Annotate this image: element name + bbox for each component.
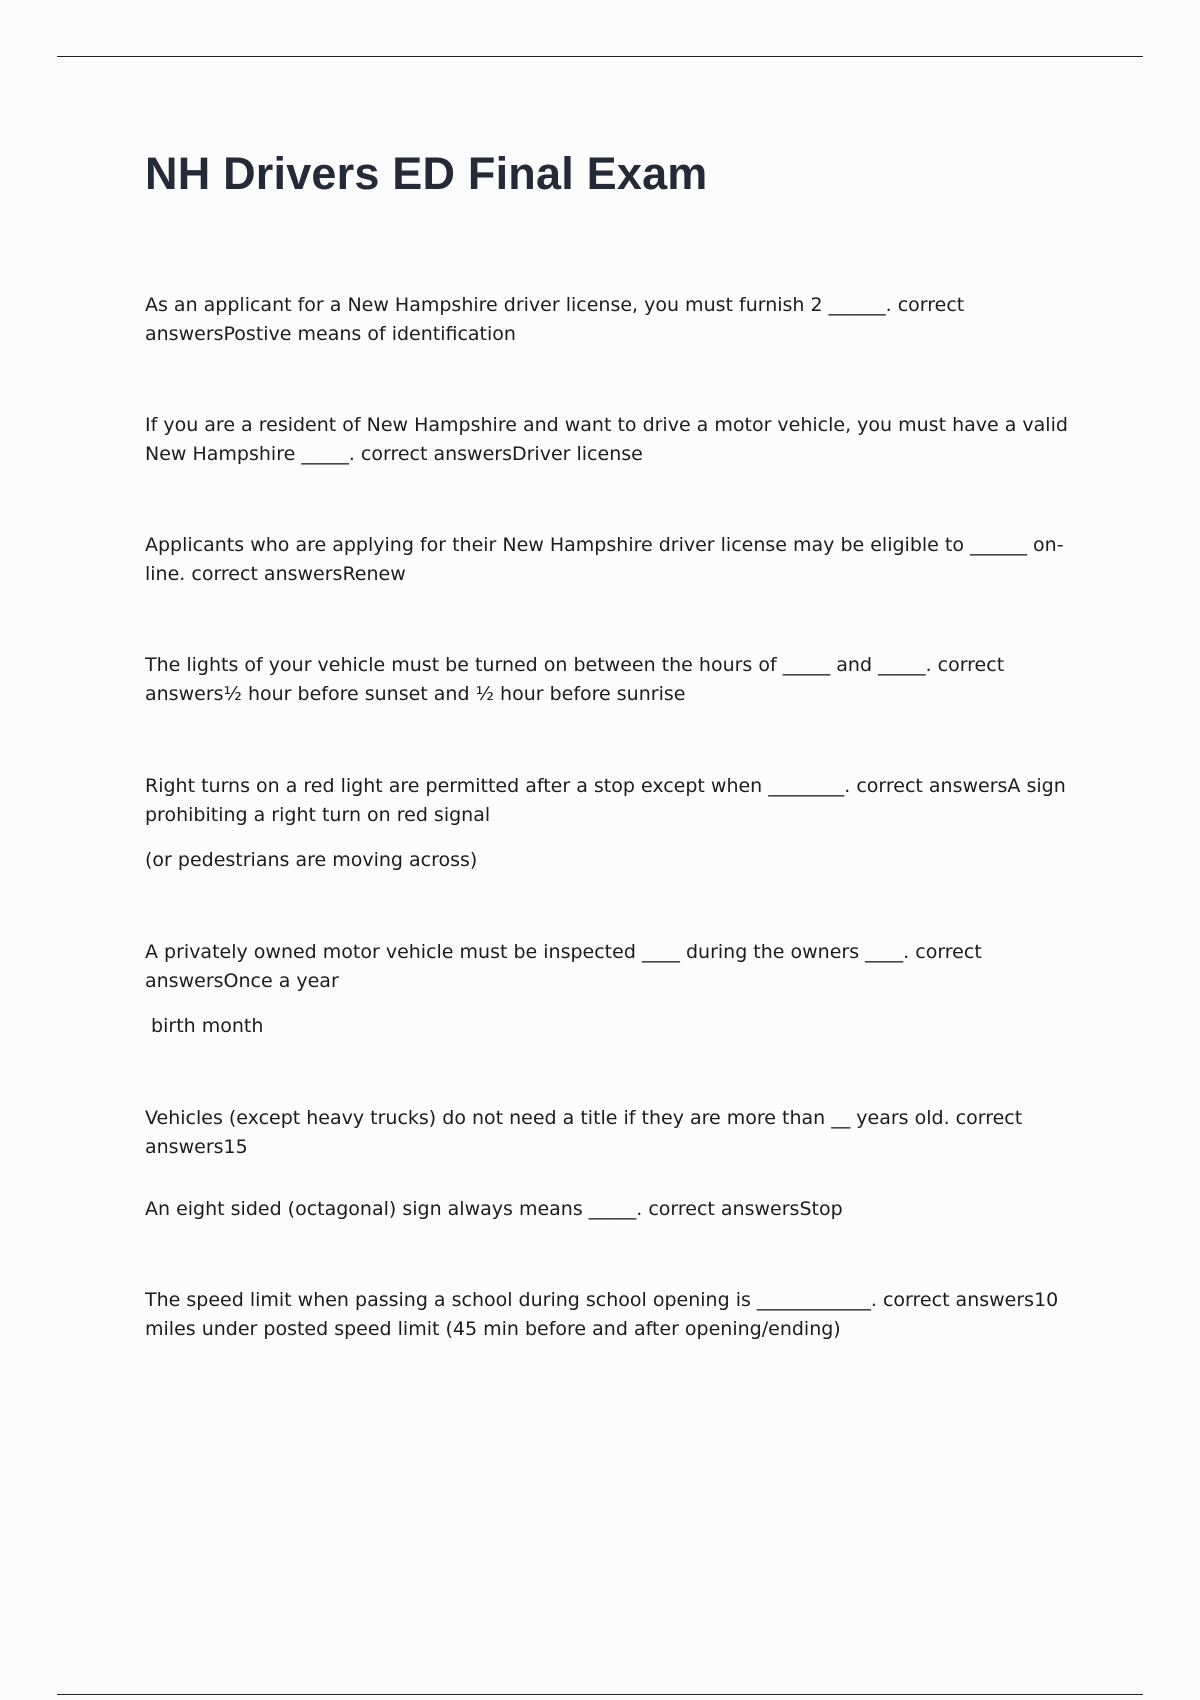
question-5 [145, 772, 1075, 875]
question-text: A privately owned motor vehicle must be inspected ____ during the owners ____. correct answersOnce a year [145, 941, 982, 992]
question-7 [145, 1104, 1075, 1162]
question-text: As an applicant for a New Hampshire driver license, you must furnish 2 ______. correct answersPostive means of identification [145, 294, 965, 345]
question-text: An eight sided (octagonal) sign always means _____. correct answersStop [145, 1198, 843, 1220]
question-4 [145, 651, 1075, 709]
question-text: If you are a resident of New Hampshire and want to drive a motor vehicle, you must have a valid New Hampshire _____. correct answersDriver license [145, 414, 1068, 465]
question-6 [145, 938, 1075, 1041]
document-title: NH Drivers ED Final Exam [145, 148, 708, 199]
question-9 [145, 1286, 1075, 1344]
question-text: The speed limit when passing a school during school opening is ____________. correct answers10 miles under posted speed limit (45 min before and after opening/ending) [145, 1289, 1059, 1340]
question-8 [145, 1195, 1075, 1224]
question-2 [145, 411, 1075, 469]
question-extra: birth month [145, 1015, 264, 1037]
question-1 [145, 291, 1075, 349]
question-extra: (or pedestrians are moving across) [145, 849, 478, 871]
top-rule [57, 56, 1143, 57]
question-text: Vehicles (except heavy trucks) do not need a title if they are more than __ years old. correct answers15 [145, 1107, 1023, 1158]
question-text: Right turns on a red light are permitted after a stop except when ________. correct answersA sign prohibiting a right turn on red signal [145, 775, 1066, 826]
question-3 [145, 531, 1075, 589]
question-text: Applicants who are applying for their New Hampshire driver license may be eligible to ______ on-line. correct answersRenew [145, 534, 1064, 585]
question-text: The lights of your vehicle must be turned on between the hours of _____ and _____. correct answers½ hour before sunset and ½ hour before sunrise [145, 654, 1005, 705]
bottom-rule [57, 1694, 1143, 1695]
